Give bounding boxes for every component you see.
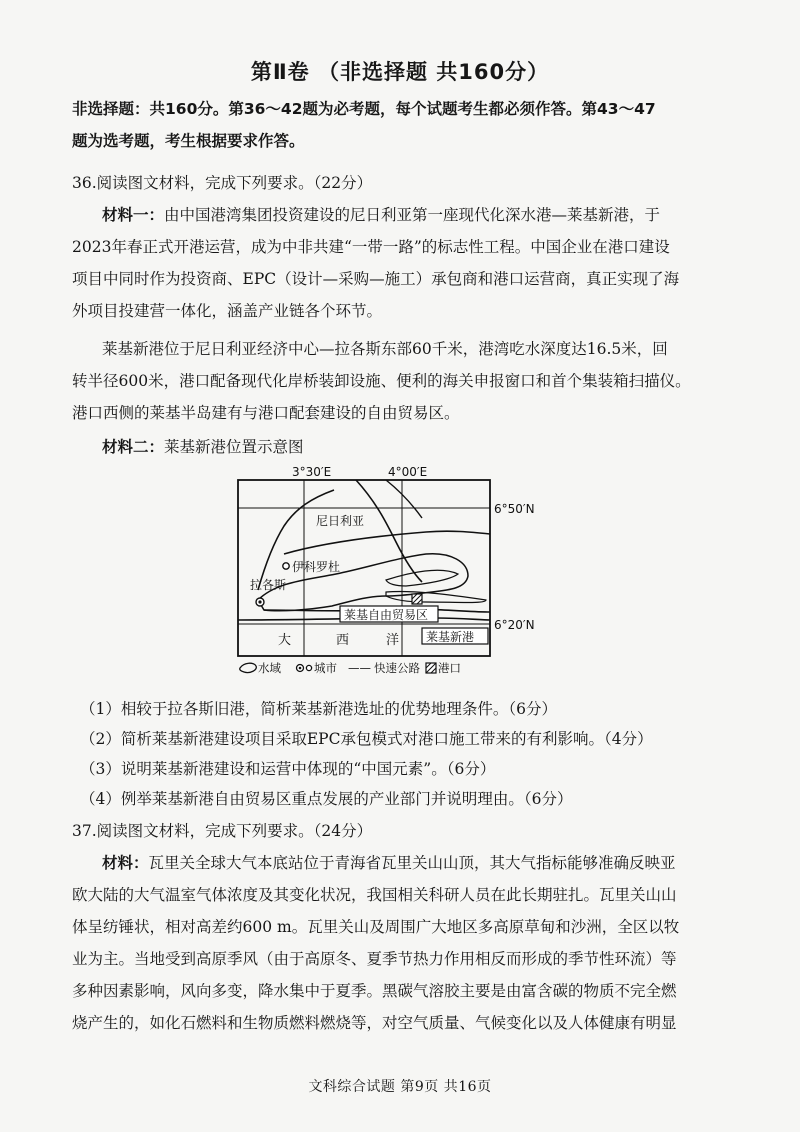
q37-heading: 37.阅读图文材料，完成下列要求。（24分） (72, 822, 373, 840)
label-ftz: 莱基自由贸易区 (344, 608, 429, 622)
material1-text: 由中国港湾集团投资建设的尼日利亚第一座现代化深水港—莱基新港，于 (164, 206, 661, 224)
highway-1 (258, 490, 334, 590)
lon-label-2: 4°00′E (388, 465, 428, 479)
label-lagos: 拉各斯 (250, 578, 287, 592)
lat-label-1: 6°50′N (494, 502, 535, 516)
q36-material1-line3: 项目中同时作为投资商、EPC（设计—采购—施工）承包商和港口运营商，真正实现了海 (72, 270, 680, 288)
legend-city: 城市 (314, 661, 337, 675)
q37-line5: 多种因素影响，风向多变，降水集中于夏季。黑碳气溶胶主要是由富含碳的物质不完全燃 (72, 982, 677, 1000)
q36-para2-line2: 转半径600米，港口配备现代化岸桥装卸设施、便利的海关申报窗口和首个集装箱扫描仪。 (72, 372, 691, 390)
material1-label: 材料一： (102, 206, 165, 224)
city-lagos-dot (258, 600, 261, 603)
q37-line6: 烧产生的，如化石燃料和生物质燃料燃烧等，对空气质量、气候变化以及人体健康有明显 (72, 1014, 677, 1032)
q36-material1-line1 (102, 204, 660, 226)
legend-water: 水域 (258, 661, 281, 675)
highway-2 (284, 531, 490, 554)
q36-heading: 36.阅读图文材料，完成下列要求。（22分） (72, 174, 373, 192)
q37-line3: 体呈纺锤状，相对高差约600 m。瓦里关山及周围广大地区多高原草甸和沙洲，全区以牧 (72, 918, 680, 936)
coastal-water (386, 591, 486, 602)
ocean-char-2: 西 (336, 633, 350, 648)
q36-para2-line3: 港口西侧的莱基半岛建有与港口配套建设的自由贸易区。 (72, 404, 460, 422)
label-ikorodu: 伊科罗杜 (292, 560, 341, 574)
ocean-char-1: 大 (278, 633, 292, 648)
instructions-line-2: 题为选考题，考生根据要求作答。 (72, 132, 305, 150)
legend-water-icon (240, 663, 257, 672)
q36-material1-line2: 2023年春正式开港运营，成为中非共建“一带一路”的标志性工程。中国企业在港口建设 (72, 238, 670, 256)
legend-city-icon-dot (299, 667, 302, 670)
instructions-line-1: 非选择题：共160分。第36～42题为必考题，每个试题考生都必须作答。第43～47 (72, 100, 656, 118)
legend-road: 快速公路 (374, 661, 420, 675)
material2-text: 莱基新港位置示意图 (164, 438, 304, 456)
q37-line1 (102, 852, 676, 874)
label-port: 莱基新港 (426, 630, 475, 644)
q36-sub3: （3）说明莱基新港建设和运营中体现的“中国元素”。（6分） (80, 760, 496, 778)
lat-label-2: 6°20′N (494, 618, 535, 632)
q36-sub2: （2）简析莱基新港建设项目采取EPC承包模式对港口施工带来的有利影响。（4分） (80, 730, 653, 748)
lon-label-1: 3°30′E (292, 465, 332, 479)
legend-road-symbol: —— (348, 661, 371, 675)
page-footer: 文科综合试题 第9页 共16页 (308, 1079, 492, 1095)
legend-city-icon-small (306, 665, 311, 670)
q36-sub1: （1）相较于拉各斯旧港，简析莱基新港选址的优势地理条件。（6分） (80, 700, 557, 718)
city-ikorodu-marker (283, 563, 289, 569)
q37-material-label: 材料： (102, 854, 149, 872)
q36-para2-line1: 莱基新港位于尼日利亚经济中心—拉各斯东部60千米，港湾吃水深度达16.5米，回 (102, 340, 668, 358)
label-nigeria: 尼日利亚 (316, 514, 365, 528)
q37-line2: 欧大陆的大气温室气体浓度及其变化状况，我国相关科研人员在此长期驻扎。瓦里关山山 (72, 886, 677, 904)
lekki-port-map (236, 462, 556, 684)
ocean-char-3: 洋 (386, 633, 400, 648)
material2-label: 材料二： (102, 438, 165, 456)
q37-line1-text: 瓦里关全球大气本底站位于青海省瓦里关山山顶，其大气指标能够准确反映亚 (148, 854, 676, 872)
q36-material1-line4: 外项目投建营一体化，涵盖产业链各个环节。 (72, 302, 383, 320)
highway-4 (386, 480, 422, 518)
lagoon-inner (386, 570, 458, 586)
q36-material2 (102, 436, 304, 458)
q36-sub4: （4）例举莱基新港自由贸易区重点发展的产业部门并说明理由。（6分） (80, 790, 573, 808)
legend-port: 港口 (438, 661, 461, 675)
q37-line4: 业为主。当地受到高原季风（由于高原冬、夏季节热力作用相反而形成的季节性环流）等 (72, 950, 677, 968)
section-title: 第Ⅱ卷 （非选择题 共160分） (250, 60, 550, 84)
